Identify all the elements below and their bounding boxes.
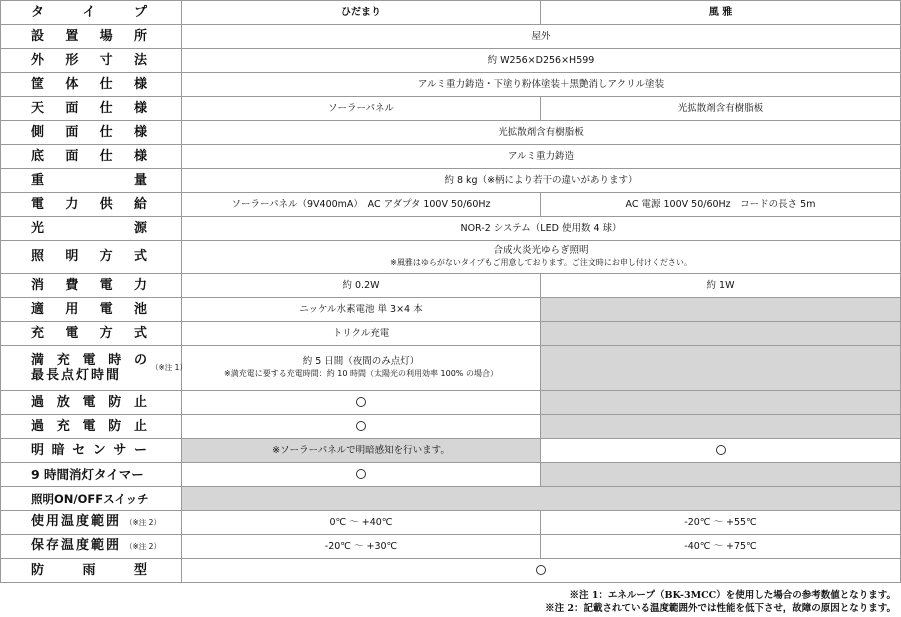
- consumption-hidamari: 約 0.2W: [182, 274, 541, 298]
- row-longest: 満 充 電 時 の 最長点灯時間 （※注 1） 約 5 日間（夜間のみ点灯） ※満充電に要する充電時間：約 10 時間（太陽光の利用効率 100% の場合）: [1, 346, 901, 391]
- sensor-hidamari: ※ソーラーパネルで明暗感知を行います。: [182, 439, 541, 463]
- row-dimensions: 外 形 寸 法 約 W256×D256×H599: [1, 49, 901, 73]
- switch-na: [182, 487, 901, 511]
- overdischarge-hidamari: [182, 391, 541, 415]
- row-rainproof: 防 雨 型: [1, 559, 901, 583]
- row-weight: 重 量 約 8 kg（※柄により若干の違いがあります）: [1, 169, 901, 193]
- power-fuga: AC 電源 100V 50/60Hz コードの長さ 5m: [541, 193, 901, 217]
- storetemp-hidamari: -20℃ 〜 +30℃: [182, 535, 541, 559]
- dimensions-value: 約 W256×D256×H599: [182, 49, 901, 73]
- note2-tag: （※注 2）: [125, 518, 161, 527]
- row-overdischarge: 過 放 電 防 止: [1, 391, 901, 415]
- timer-fuga-na: [541, 463, 901, 487]
- row-location: 設 置 場 所 屋外: [1, 25, 901, 49]
- storetemp-fuga: -40℃ 〜 +75℃: [541, 535, 901, 559]
- charging-hidamari: トリクル充電: [182, 322, 541, 346]
- top-fuga: 光拡散剤含有樹脂板: [541, 97, 901, 121]
- row-method: 照 明 方 式 合成火炎光ゆらぎ照明 ※風雅はゆらがないタイプもご用意しております。ご注文時にお申し付けください。: [1, 241, 901, 274]
- weight-value: 約 8 kg（※柄により若干の違いがあります）: [182, 169, 901, 193]
- circle-mark-icon: [716, 445, 726, 455]
- model-hidamari: ひだまり: [182, 1, 541, 25]
- row-bottom: 底 面 仕 様 アルミ重力鋳造: [1, 145, 901, 169]
- type-label: タ イ プ: [1, 1, 182, 25]
- circle-mark-icon: [536, 565, 546, 575]
- side-value: 光拡散剤含有樹脂板: [182, 121, 901, 145]
- overcharge-hidamari: [182, 415, 541, 439]
- consumption-fuga: 約 1W: [541, 274, 901, 298]
- circle-mark-icon: [356, 397, 366, 407]
- row-charging: 充 電 方 式 トリクル充電: [1, 322, 901, 346]
- longest-hidamari: 約 5 日間（夜間のみ点灯） ※満充電に要する充電時間：約 10 時間（太陽光の利用効率 100% の場合）: [182, 346, 541, 391]
- sensor-fuga: [541, 439, 901, 463]
- row-sensor: 明 暗 セ ン サ ー ※ソーラーパネルで明暗感知を行います。: [1, 439, 901, 463]
- bottom-value: アルミ重力鋳造: [182, 145, 901, 169]
- row-storetemp: 保存温度範囲 （※注 2） -20℃ 〜 +30℃ -40℃ 〜 +75℃: [1, 535, 901, 559]
- rainproof-value: [182, 559, 901, 583]
- usetemp-hidamari: 0℃ 〜 +40℃: [182, 511, 541, 535]
- row-overcharge: 過 充 電 防 止: [1, 415, 901, 439]
- location-value: 屋外: [182, 25, 901, 49]
- note1-tag: （※注 1）: [151, 363, 187, 372]
- row-body: 筐 体 仕 様 アルミ重力鋳造・下塗り粉体塗装＋黒艶消しアクリル塗装: [1, 73, 901, 97]
- row-power: 電 力 供 給 ソーラーパネル（9V400mA） AC アダプタ 100V 50/60Hz AC 電源 100V 50/60Hz コードの長さ 5m: [1, 193, 901, 217]
- row-battery: 適 用 電 池 ニッケル水素電池 単 3×4 本: [1, 298, 901, 322]
- overcharge-fuga-na: [541, 415, 901, 439]
- charging-fuga-na: [541, 322, 901, 346]
- overdischarge-fuga-na: [541, 391, 901, 415]
- circle-mark-icon: [356, 469, 366, 479]
- row-light: 光 源 NOR-2 システム（LED 使用数 4 球）: [1, 217, 901, 241]
- usetemp-fuga: -20℃ 〜 +55℃: [541, 511, 901, 535]
- body-value: アルミ重力鋳造・下塗り粉体塗装＋黒艶消しアクリル塗装: [182, 73, 901, 97]
- row-consumption: 消 費 電 力 約 0.2W 約 1W: [1, 274, 901, 298]
- battery-hidamari: ニッケル水素電池 単 3×4 本: [182, 298, 541, 322]
- row-top: 天 面 仕 様 ソーラーパネル 光拡散剤含有樹脂板: [1, 97, 901, 121]
- circle-mark-icon: [356, 421, 366, 431]
- row-side: 側 面 仕 様 光拡散剤含有樹脂板: [1, 121, 901, 145]
- method-value: 合成火炎光ゆらぎ照明 ※風雅はゆらがないタイプもご用意しております。ご注文時にお申し付けください。: [182, 241, 901, 274]
- battery-fuga-na: [541, 298, 901, 322]
- row-switch: 照明ON/OFFスイッチ: [1, 487, 901, 511]
- top-hidamari: ソーラーパネル: [182, 97, 541, 121]
- header-row: [1, 1, 901, 25]
- light-value: NOR-2 システム（LED 使用数 4 球）: [182, 217, 901, 241]
- timer-hidamari: [182, 463, 541, 487]
- power-hidamari: ソーラーパネル（9V400mA） AC アダプタ 100V 50/60Hz: [182, 193, 541, 217]
- footnote-1: ※注 1：エネループ（BK-3MCC）を使用した場合の参考数値となります。: [569, 590, 896, 601]
- footnotes: [545, 590, 896, 615]
- model-fuga: 風 雅: [541, 1, 901, 25]
- row-timer: 9 時間消灯タイマー: [1, 463, 901, 487]
- footnote-2: ※注 2：記載されている温度範囲外では性能を低下させ，故障の原因となります。: [545, 602, 896, 614]
- longest-fuga-na: [541, 346, 901, 391]
- note2-tag: （※注 2）: [125, 542, 161, 551]
- row-usetemp: 使用温度範囲 （※注 2） 0℃ 〜 +40℃ -20℃ 〜 +55℃: [1, 511, 901, 535]
